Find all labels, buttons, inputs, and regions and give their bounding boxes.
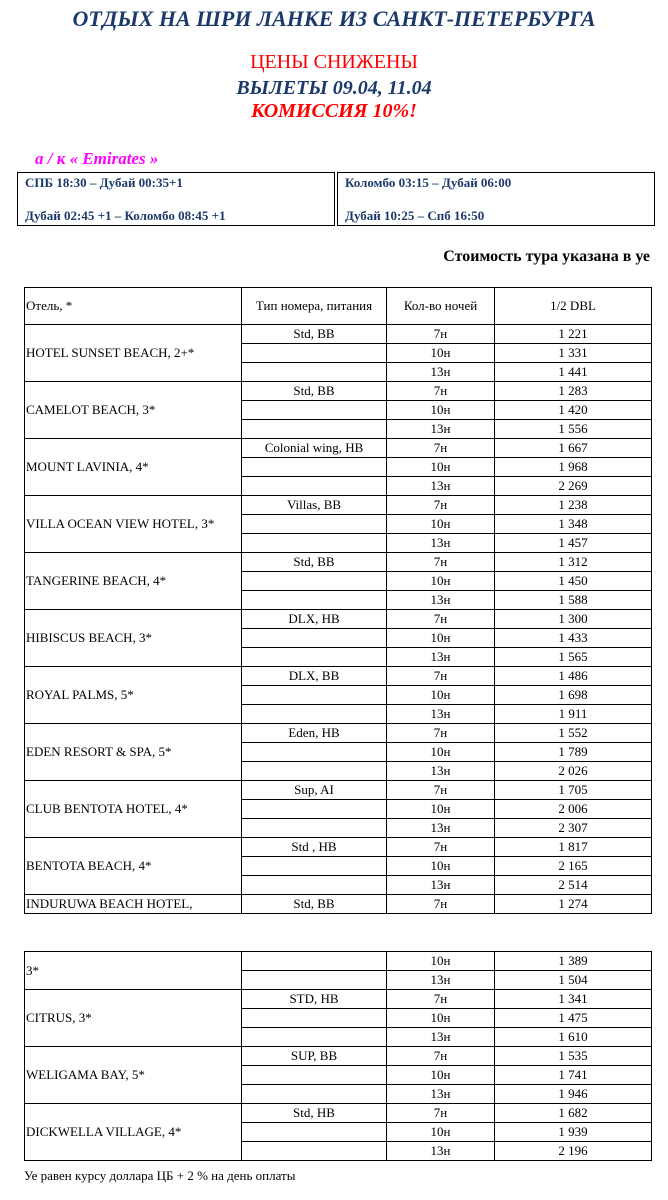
nights: 13н [387, 876, 495, 895]
hotel-name: VILLA OCEAN VIEW HOTEL, 3* [25, 496, 242, 553]
price-note: Стоимость тура указана в уе [443, 248, 650, 265]
airline-label: а / к « Emirates » [35, 149, 159, 168]
table-row [25, 1047, 652, 1066]
hotel-name: TANGERINE BEACH, 4* [25, 553, 242, 610]
price: 1 221 [495, 325, 652, 344]
departures-heading: ВЫЛЕТЫ 09.04, 11.04 [236, 77, 432, 99]
price: 1 565 [495, 648, 652, 667]
table-row [25, 895, 652, 914]
header-hotel: Отель, * [25, 288, 242, 325]
price: 1 504 [495, 971, 652, 990]
hotel-name: HIBISCUS BEACH, 3* [25, 610, 242, 667]
table-row [25, 496, 652, 515]
table-row [25, 325, 652, 344]
room-type [242, 1142, 387, 1161]
room-type: Villas, BB [242, 496, 387, 515]
room-type [242, 876, 387, 895]
hotel-name: MOUNT LAVINIA, 4* [25, 439, 242, 496]
room-type [242, 477, 387, 496]
room-type [242, 686, 387, 705]
room-type [242, 743, 387, 762]
nights: 7н [387, 439, 495, 458]
room-type [242, 1123, 387, 1142]
room-type [242, 534, 387, 553]
hotel-name: HOTEL SUNSET BEACH, 2+* [25, 325, 242, 382]
nights: 10н [387, 743, 495, 762]
nights: 13н [387, 1142, 495, 1161]
room-type [242, 515, 387, 534]
nights: 10н [387, 952, 495, 971]
price: 1 705 [495, 781, 652, 800]
price: 1 486 [495, 667, 652, 686]
room-type [242, 705, 387, 724]
page-title: ОТДЫХ НА ШРИ ЛАНКЕ ИЗ САНКТ-ПЕТЕРБУРГА [72, 6, 596, 31]
price: 1 946 [495, 1085, 652, 1104]
price: 1 939 [495, 1123, 652, 1142]
prices-reduced-heading: ЦЕНЫ СНИЖЕНЫ [250, 51, 418, 73]
hotel-name: WELIGAMA BAY, 5* [25, 1047, 242, 1104]
price: 1 789 [495, 743, 652, 762]
nights: 13н [387, 762, 495, 781]
room-type [242, 363, 387, 382]
price: 1 341 [495, 990, 652, 1009]
price: 1 348 [495, 515, 652, 534]
room-type: Std , HB [242, 838, 387, 857]
price: 1 457 [495, 534, 652, 553]
nights: 13н [387, 477, 495, 496]
price: 2 307 [495, 819, 652, 838]
price: 1 475 [495, 1009, 652, 1028]
price: 1 433 [495, 629, 652, 648]
table-row [25, 952, 652, 971]
room-type [242, 1009, 387, 1028]
table-row [25, 382, 652, 401]
nights: 7н [387, 990, 495, 1009]
price: 1 441 [495, 363, 652, 382]
price: 1 420 [495, 401, 652, 420]
price: 1 698 [495, 686, 652, 705]
header-price: 1/2 DBL [495, 288, 652, 325]
room-type [242, 762, 387, 781]
nights: 10н [387, 800, 495, 819]
flight-schedule [17, 172, 655, 226]
room-type: Std, BB [242, 553, 387, 572]
nights: 10н [387, 857, 495, 876]
price-table-continued [24, 951, 652, 1161]
header-nights: Кол-во ночей [387, 288, 495, 325]
nights: 7н [387, 553, 495, 572]
room-type: DLX, HB [242, 610, 387, 629]
nights: 13н [387, 591, 495, 610]
room-type [242, 420, 387, 439]
nights: 13н [387, 1085, 495, 1104]
hotel-name: DICKWELLA VILLAGE, 4* [25, 1104, 242, 1161]
nights: 7н [387, 1104, 495, 1123]
room-type: Std, BB [242, 325, 387, 344]
table-row [25, 990, 652, 1009]
room-type: Sup, AI [242, 781, 387, 800]
room-type: Colonial wing, HB [242, 439, 387, 458]
flight-leg: Дубай 02:45 +1 – Коломбо 08:45 +1 [25, 208, 226, 223]
price: 2 196 [495, 1142, 652, 1161]
table-row [25, 781, 652, 800]
room-type [242, 629, 387, 648]
price: 2 514 [495, 876, 652, 895]
room-type [242, 971, 387, 990]
room-type [242, 648, 387, 667]
table-row [25, 724, 652, 743]
nights: 7н [387, 382, 495, 401]
price: 1 274 [495, 895, 652, 914]
nights: 13н [387, 1028, 495, 1047]
hotel-name: ROYAL PALMS, 5* [25, 667, 242, 724]
price: 1 389 [495, 952, 652, 971]
price: 1 667 [495, 439, 652, 458]
room-type: Eden, HB [242, 724, 387, 743]
price: 1 238 [495, 496, 652, 515]
return-flights [337, 172, 655, 226]
flight-leg: Коломбо 03:15 – Дубай 06:00 [345, 175, 512, 190]
hotel-name: CLUB BENTOTA HOTEL, 4* [25, 781, 242, 838]
room-type [242, 458, 387, 477]
header-room: Тип номера, питания [242, 288, 387, 325]
outbound-flights [17, 172, 335, 226]
nights: 10н [387, 401, 495, 420]
room-type [242, 819, 387, 838]
room-type [242, 344, 387, 363]
table-row [25, 667, 652, 686]
flight-leg: СПБ 18:30 – Дубай 00:35+1 [25, 175, 183, 190]
nights: 10н [387, 629, 495, 648]
price: 1 817 [495, 838, 652, 857]
nights: 10н [387, 1123, 495, 1142]
room-type: Std, BB [242, 382, 387, 401]
room-type [242, 572, 387, 591]
nights: 7н [387, 496, 495, 515]
price: 1 312 [495, 553, 652, 572]
price: 1 535 [495, 1047, 652, 1066]
price: 1 450 [495, 572, 652, 591]
nights: 10н [387, 515, 495, 534]
table-row [25, 439, 652, 458]
nights: 7н [387, 838, 495, 857]
hotel-name: EDEN RESORT & SPA, 5* [25, 724, 242, 781]
room-type: DLX, BB [242, 667, 387, 686]
price: 2 165 [495, 857, 652, 876]
price: 1 331 [495, 344, 652, 363]
room-type [242, 800, 387, 819]
hotel-name: INDURUWA BEACH HOTEL, [25, 895, 242, 914]
table-row [25, 838, 652, 857]
room-type: STD, HB [242, 990, 387, 1009]
room-type: Std, HB [242, 1104, 387, 1123]
nights: 7н [387, 781, 495, 800]
nights: 7н [387, 667, 495, 686]
price: 1 588 [495, 591, 652, 610]
nights: 7н [387, 610, 495, 629]
price: 1 556 [495, 420, 652, 439]
hotel-name: CITRUS, 3* [25, 990, 242, 1047]
nights: 13н [387, 819, 495, 838]
nights: 13н [387, 534, 495, 553]
room-type [242, 1085, 387, 1104]
table-row [25, 610, 652, 629]
nights: 10н [387, 1066, 495, 1085]
table-header-row [25, 288, 652, 325]
price: 1 552 [495, 724, 652, 743]
room-type: SUP, BB [242, 1047, 387, 1066]
footer-note: Уе равен курсу доллара ЦБ + 2 % на день оплаты [24, 1168, 296, 1183]
price: 2 026 [495, 762, 652, 781]
nights: 10н [387, 572, 495, 591]
table-row [25, 553, 652, 572]
nights: 13н [387, 363, 495, 382]
price: 1 741 [495, 1066, 652, 1085]
nights: 7н [387, 1047, 495, 1066]
price: 2 006 [495, 800, 652, 819]
nights: 10н [387, 686, 495, 705]
room-type [242, 1028, 387, 1047]
room-type [242, 857, 387, 876]
nights: 13н [387, 648, 495, 667]
nights: 7н [387, 325, 495, 344]
price: 1 968 [495, 458, 652, 477]
nights: 13н [387, 971, 495, 990]
nights: 13н [387, 420, 495, 439]
nights: 13н [387, 705, 495, 724]
nights: 7н [387, 895, 495, 914]
table-row [25, 1104, 652, 1123]
room-type [242, 952, 387, 971]
room-type [242, 1066, 387, 1085]
nights: 10н [387, 1009, 495, 1028]
price: 1 300 [495, 610, 652, 629]
nights: 10н [387, 344, 495, 363]
price-table [24, 287, 652, 914]
price: 1 283 [495, 382, 652, 401]
price: 1 610 [495, 1028, 652, 1047]
flight-leg: Дубай 10:25 – Спб 16:50 [345, 208, 485, 223]
room-type [242, 591, 387, 610]
price: 2 269 [495, 477, 652, 496]
nights: 10н [387, 458, 495, 477]
room-type [242, 401, 387, 420]
hotel-name: 3* [25, 952, 242, 990]
price: 1 911 [495, 705, 652, 724]
price: 1 682 [495, 1104, 652, 1123]
commission-heading: КОМИССИЯ 10%! [251, 100, 417, 122]
room-type: Std, BB [242, 895, 387, 914]
hotel-name: BENTOTA BEACH, 4* [25, 838, 242, 895]
hotel-name: CAMELOT BEACH, 3* [25, 382, 242, 439]
nights: 7н [387, 724, 495, 743]
